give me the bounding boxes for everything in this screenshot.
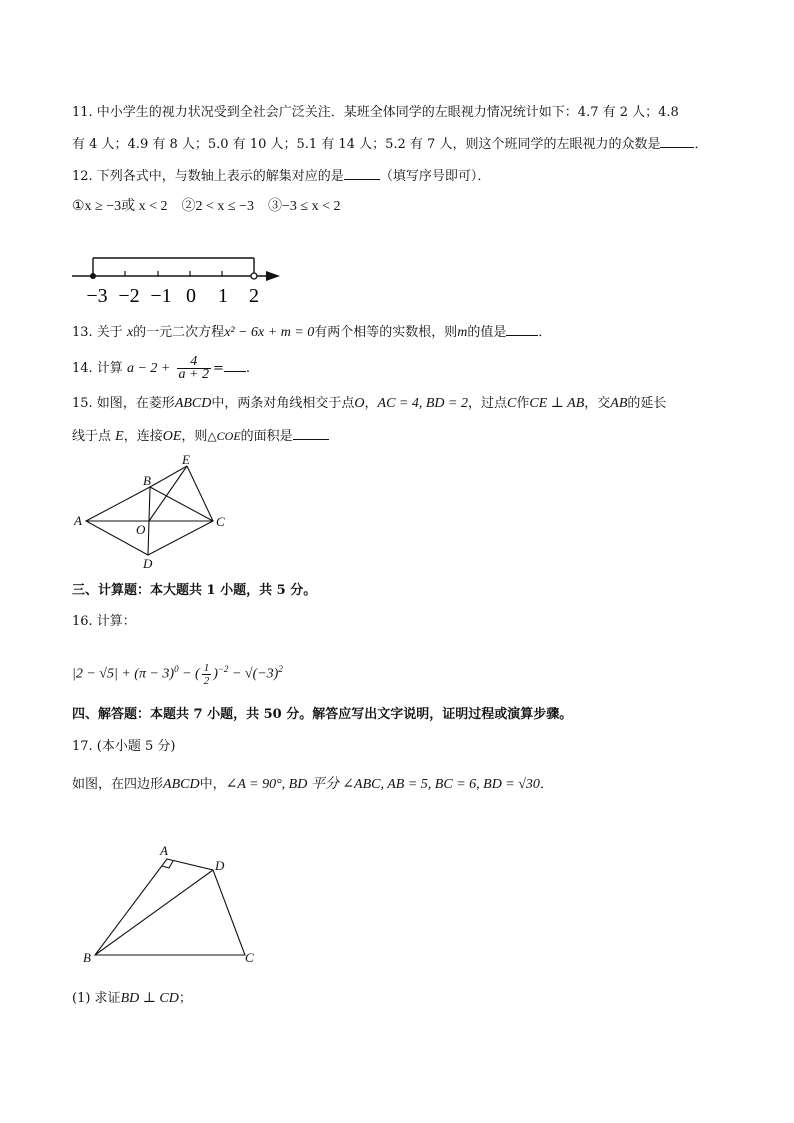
diagonal-bd — [95, 870, 213, 955]
q17-part1-pre: (1) 求证 — [72, 991, 121, 1006]
q15-rhombus-figure — [70, 452, 240, 574]
q12-stem — [72, 166, 490, 186]
q17-stem — [72, 776, 553, 794]
q12-stem-text: 12. 下列各式中，与数轴上表示的解集对应的是 — [72, 169, 344, 184]
q12-options — [72, 198, 340, 216]
q15-text: ，则 — [181, 429, 208, 444]
closed-point — [90, 273, 96, 279]
label-c: C — [216, 514, 225, 529]
label-b: B — [83, 950, 91, 965]
q17-title — [72, 738, 176, 756]
q15-oe: OE — [162, 429, 182, 444]
q13-equation: x² − 6x + m = 0 — [224, 325, 315, 340]
q16-stem-text: 16. 计算： — [72, 614, 136, 629]
section4-text: 四、解答题：本题共 7 小题，共 50 分。解答应写出文字说明，证明过程或演算步骤。 — [72, 707, 573, 722]
q11-line1 — [72, 104, 679, 122]
q17-part1-end: ； — [178, 991, 192, 1006]
q14-equals: = — [212, 361, 224, 376]
label-o: O — [136, 522, 146, 537]
q14-pre: 14. 计算 — [72, 361, 123, 376]
label-d: D — [143, 556, 153, 571]
q13-answer-blank[interactable] — [506, 322, 538, 336]
q14-expression: a − 2 + — [126, 361, 171, 376]
q15-line1 — [72, 395, 666, 413]
q11-text-line2: 有 4 人；4.9 有 8 人；5.0 有 10 人；5.1 有 14 人；5.2 有 7 人，则这个班同学的左眼视力的众数是 — [72, 137, 661, 152]
tick-label: 1 — [218, 285, 228, 306]
q17-part1 — [72, 990, 192, 1008]
tick-label: 2 — [249, 285, 259, 306]
q17-end: ． — [539, 777, 553, 792]
quadrilateral-abcd — [95, 859, 245, 955]
section3-text: 三、计算题：本大题共 1 小题，共 5 分。 — [72, 583, 317, 598]
q13-var-m: m — [457, 325, 468, 340]
q12-stem-end: （填写序号即可）． — [379, 169, 491, 184]
q16-expr-c: − √(−3) — [228, 666, 279, 682]
q14-fraction — [177, 356, 211, 381]
q15-text: 中，两条对角线相交于点 — [211, 396, 355, 411]
label-e: E — [182, 452, 190, 467]
q15-condition: AC = 4, BD = 2 — [377, 396, 468, 411]
q15-text: 作 — [516, 396, 530, 411]
q15-c: C — [507, 396, 517, 411]
q12-answer-blank[interactable] — [344, 166, 380, 180]
q11-text-line1: 11. 中小学生的视力状况受到全社会广泛关注．某班全体同学的左眼视力情况统计如下：4.7 有 2 人；4.8 — [72, 105, 679, 120]
label-d: D — [215, 858, 225, 873]
q16-fraction — [202, 662, 212, 687]
segment-oe — [149, 466, 187, 521]
right-angle-mark — [162, 861, 173, 868]
q16-expr-b: − — [178, 666, 196, 682]
open-point — [251, 273, 257, 279]
q16-half-num: 1 — [203, 661, 210, 674]
q14-end: . — [245, 361, 250, 376]
q16-exp-two: 2 — [278, 664, 283, 674]
q13-pre: 13. 关于 — [72, 325, 123, 340]
q15-text: 的延长 — [627, 396, 667, 411]
q13-post: 有两个相等的实数根，则 — [314, 325, 458, 340]
q13-line — [72, 322, 551, 342]
segment-be — [150, 466, 187, 487]
q11-end: ． — [694, 137, 708, 152]
q15-perp: CE ⊥ AB — [529, 396, 585, 411]
q15-text: ，过点 — [467, 396, 507, 411]
q12-number-line — [66, 250, 296, 306]
tick-label: −2 — [118, 285, 140, 306]
q16-exp-zero: 0 — [174, 664, 179, 674]
q15-answer-blank[interactable] — [293, 426, 329, 440]
q14-numerator: 4 — [190, 354, 198, 369]
q15-text: ， — [364, 396, 378, 411]
q16-stem — [72, 613, 136, 631]
q15-o: O — [354, 396, 365, 411]
q13-tail: 的值是 — [467, 325, 507, 340]
q15-e: E — [115, 429, 124, 444]
q11-answer-blank[interactable] — [660, 134, 694, 148]
q16-exp-neg2: −2 — [217, 664, 229, 674]
label-a: A — [74, 513, 82, 528]
q14-line — [72, 354, 250, 384]
q13-var-x: x — [126, 325, 134, 340]
section3-heading — [72, 582, 316, 600]
q16-half-den: 2 — [203, 674, 210, 687]
q17-title-text: 17. (本小题 5 分) — [72, 739, 176, 754]
q15-line2 — [72, 426, 329, 446]
q15-abcd: ABCD — [174, 396, 212, 411]
q15-text: 线于点 — [72, 429, 112, 444]
axis-arrow-icon — [266, 271, 280, 281]
q17-quadrilateral-figure — [78, 842, 268, 970]
label-b: B — [143, 473, 151, 488]
q17-pre: 如图，在四边形 — [72, 777, 164, 792]
q14-answer-blank[interactable] — [224, 358, 246, 372]
q17-abcd: ABCD — [163, 777, 200, 792]
label-c: C — [245, 950, 254, 965]
q15-triangle: △COE — [207, 429, 241, 443]
q15-ab: AB — [610, 396, 628, 411]
label-a: A — [160, 843, 168, 858]
segment-ce — [187, 466, 213, 521]
q11-line2 — [72, 134, 707, 154]
section4-heading — [72, 706, 572, 724]
q17-condition: ∠A = 90°, BD 平分 ∠ABC, AB = 5, BC = 6, BD = √30 — [225, 777, 540, 792]
q12-options-text: ①x ≥ −3或 x < 2 ②2 < x ≤ −3 ③−3 ≤ x < 2 — [72, 199, 341, 214]
q15-text: ，连接 — [123, 429, 163, 444]
q15-text: ，交 — [584, 396, 611, 411]
tick-label: 0 — [186, 285, 196, 306]
q13-mid: 的一元二次方程 — [133, 325, 225, 340]
q14-denominator: a + 2 — [178, 367, 209, 382]
q13-end: ． — [538, 325, 552, 340]
q16-expr-a: |2 − √5| + (π − 3) — [72, 666, 175, 682]
q17-mid: 中， — [199, 777, 226, 792]
tick-label: −3 — [86, 285, 108, 306]
q16-expression: $|2 - √5| + (\pi - 3)^0$ − ( $\frac{1}{2}$ )$^{-2} - √(-3)^2$ — [72, 661, 283, 687]
q15-text: 15. 如图，在菱形 — [72, 396, 175, 411]
q15-text: 的面积是 — [240, 429, 293, 444]
tick-label: −1 — [150, 285, 172, 306]
q17-part1-expr: BD ⊥ CD — [120, 991, 179, 1006]
